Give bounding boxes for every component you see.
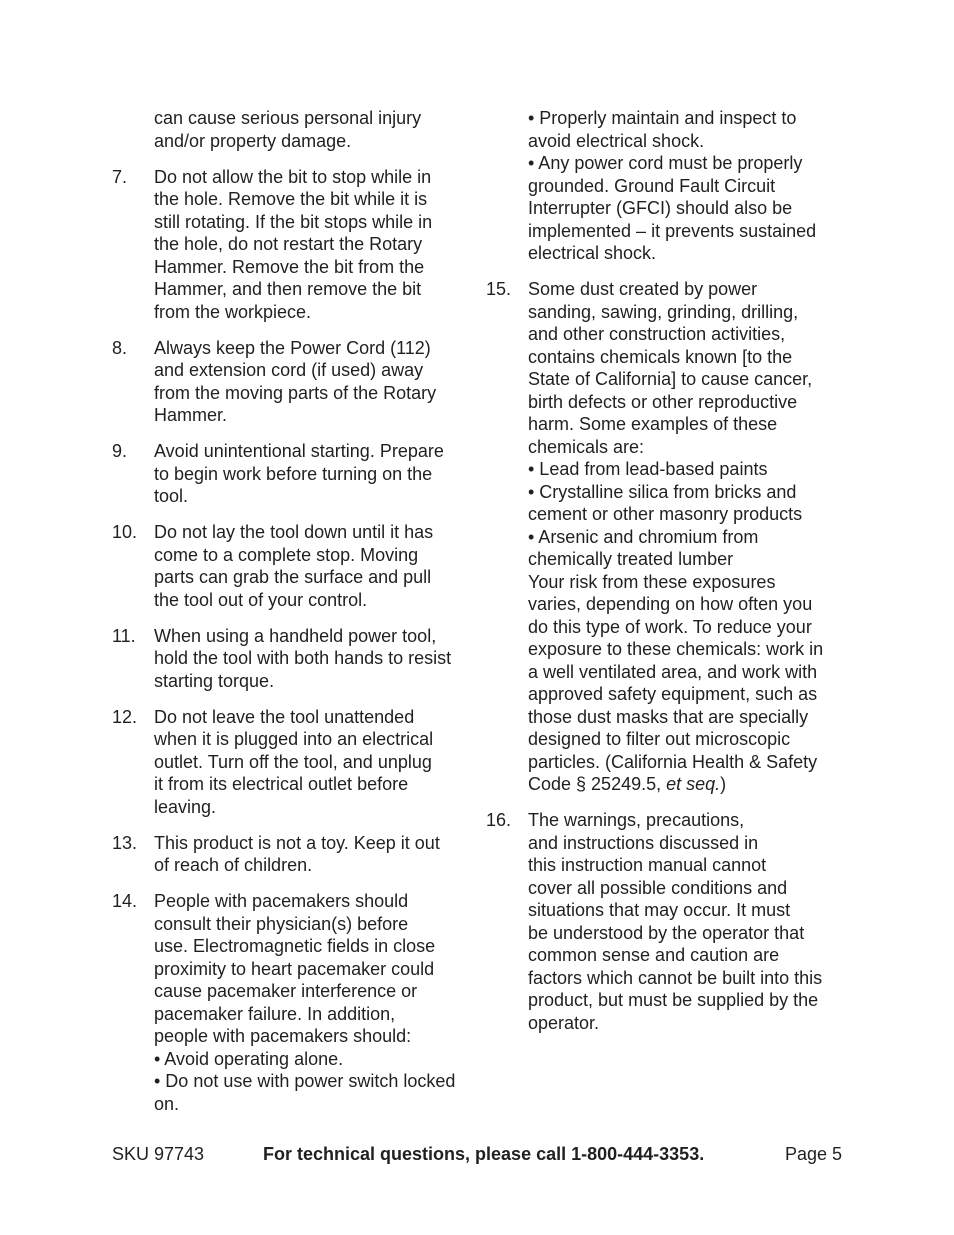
page-number: Page 5	[784, 1144, 842, 1164]
item-text	[528, 278, 846, 796]
item-number: 14.	[112, 891, 138, 911]
item-number: 12.	[112, 706, 138, 727]
list-item-13	[112, 832, 482, 877]
list-item-9	[112, 440, 482, 508]
item-number: 13.	[112, 832, 138, 853]
list-item-12	[112, 706, 482, 819]
sku-label: SKU 97743	[112, 1144, 205, 1164]
item-text: Do not lay the tool down until it has come to a complete stop. Moving parts can grab the surface and pull the tool out of your control.	[154, 522, 434, 610]
page-footer	[112, 1142, 842, 1166]
item-number: 10.	[112, 522, 138, 542]
item-number: 7.	[112, 166, 128, 187]
list-item-14	[112, 890, 482, 1115]
item-text: This product is not a toy. Keep it out of reach of children.	[154, 832, 440, 875]
continued-text-body: • Properly maintain and inspect to avoid electrical shock. • Any power cord must be properly grounded. Ground Fault Circuit Interrupter (GFCI) should also be implemented – it prevents sustained electrical shock.	[528, 108, 817, 263]
item-number: 9.	[112, 441, 128, 461]
item-text: When using a handheld power tool, hold the tool with both hands to resist starting torque.	[154, 625, 452, 691]
list-item-11	[112, 625, 482, 693]
item-text-italic: et seq.	[666, 774, 721, 794]
item-text-main: Some dust created by power sanding, sawing, grinding, drilling, and other construction activities, contains chemicals known [to the State of California] to cause cancer, birth defects or other reproductive harm. Some examples of these chemicals are: • Lead from lead-based paints • Crystalline silica from bricks and cement or other masonry products • Arsenic and chromium from chemically treated lumber Your risk from these exposures varies, depending on how often you do this type of work. To reduce your exposure to these chemicals: work in a well ventilated area, and work with approved safety equipment, such as those dust masks that are specially designed to filter out microscopic particles. (California Health & Safety Code § 25249.5,	[528, 279, 824, 794]
item-text: The warnings, precautions, and instructions discussed in this instruction manual cannot cover all possible conditions and situations that may occur. It must be understood by the operator that common sense and caution are factors which cannot be built into this product, but must be supplied by the operator.	[528, 810, 823, 1033]
item-text: Avoid unintentional starting. Prepare to begin work before turning on the tool.	[154, 441, 444, 506]
left-column	[112, 107, 482, 1129]
item-number: 8.	[112, 337, 128, 358]
item-text: Do not leave the tool unattended when it is plugged into an electrical outlet. Turn off the tool, and unplug it from its electrical outlet before leaving.	[154, 706, 434, 817]
list-item-15	[486, 278, 846, 796]
item-text: Always keep the Power Cord (112) and extension cord (if used) away from the moving parts of the Rotary Hammer.	[154, 337, 437, 425]
tech-support-line: For technical questions, please call 1-800-444-3353.	[263, 1144, 705, 1164]
list-item-7	[112, 166, 482, 324]
continued-text	[112, 107, 482, 152]
item-number: 11.	[112, 625, 136, 646]
list-item-16	[486, 809, 846, 1034]
continued-text-body: can cause serious personal injury and/or property damage.	[154, 108, 422, 151]
list-item-10	[112, 521, 482, 611]
item-text: People with pacemakers should consult their physician(s) before use. Electromagnetic fields in close proximity to heart pacemaker could cause pacemaker interference or pacemaker failure. In addition, people with pacemakers should: • Avoid operating alone. • Do not use with power switch locked on.	[154, 891, 456, 1114]
list-item-8	[112, 337, 482, 427]
item-number: 16.	[486, 810, 512, 830]
right-column	[486, 107, 846, 1048]
continued-text	[486, 107, 846, 265]
item-text-end: )	[720, 774, 727, 794]
item-number: 15.	[486, 279, 512, 299]
item-text: Do not allow the bit to stop while in the hole. Remove the bit while it is still rotating. If the bit stops while in the hole, do not restart the Rotary Hammer. Remove the bit from the Hammer, and then remove the bit from the workpiece.	[154, 166, 433, 322]
